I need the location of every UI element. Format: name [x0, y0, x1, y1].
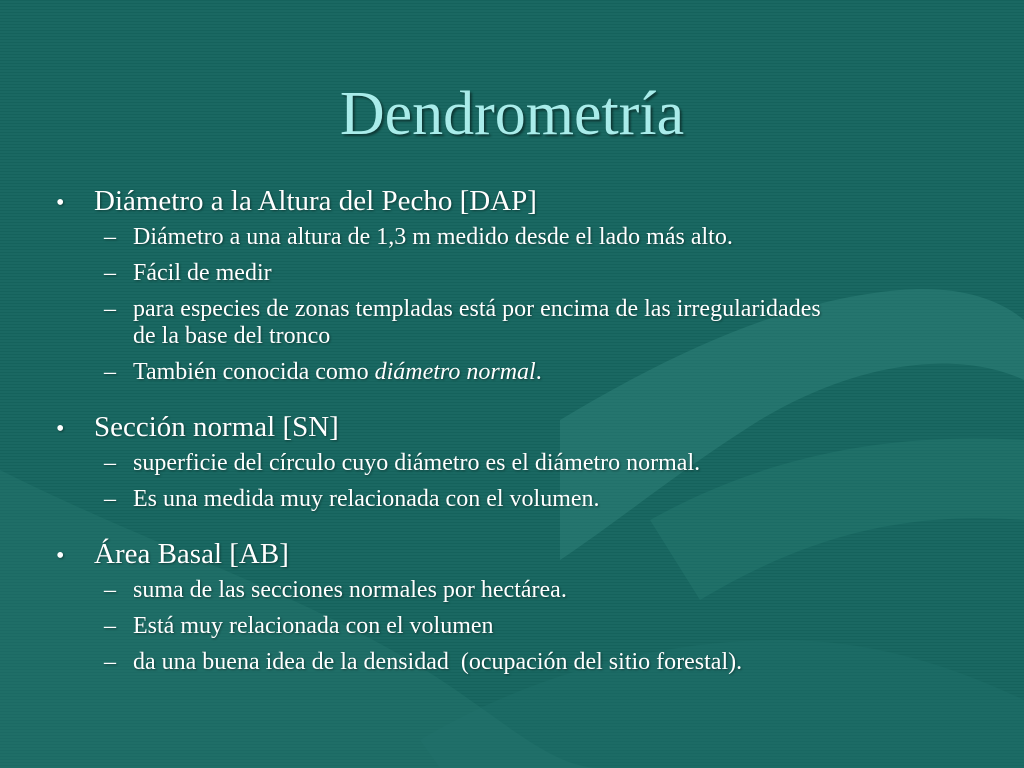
sub-list	[56, 577, 986, 676]
sub-bullet-text-end: .	[535, 359, 542, 385]
main-bullet-text: Área Basal [AB]	[94, 538, 289, 570]
section-ab	[56, 535, 986, 676]
main-bullet	[56, 535, 986, 575]
sub-bullet	[104, 577, 986, 604]
sub-bullet	[104, 649, 986, 676]
bullet-dot-icon: •	[56, 543, 65, 569]
dash-icon: –	[104, 260, 116, 286]
sub-bullet-text: para especies de zonas templadas está por encima de las irregularidades de la base del tronco	[133, 296, 821, 349]
sub-bullet-text	[133, 359, 542, 386]
sub-bullet	[104, 359, 986, 386]
sub-bullet-text: superficie del círculo cuyo diámetro es el diámetro normal.	[133, 450, 701, 476]
emphasized-term: diámetro normal	[374, 359, 536, 385]
sub-bullet	[104, 224, 986, 251]
dash-icon: –	[104, 613, 116, 639]
sub-bullet-text: Fácil de medir	[133, 260, 272, 286]
sub-bullet-text-start: También conocida como	[133, 359, 375, 385]
dash-icon: –	[104, 577, 116, 603]
sub-bullet	[104, 260, 986, 287]
bullet-dot-icon: •	[56, 416, 65, 442]
sub-list	[56, 224, 986, 386]
dash-icon: –	[104, 296, 116, 322]
slide-title: Dendrometría	[339, 80, 685, 148]
sub-bullet-text: da una buena idea de la densidad (ocupación del sitio forestal).	[133, 649, 743, 675]
main-bullet	[56, 182, 986, 222]
dash-icon: –	[104, 359, 116, 385]
dash-icon: –	[104, 450, 116, 476]
main-bullet-text: Diámetro a la Altura del Pecho [DAP]	[94, 185, 537, 217]
dash-icon: –	[104, 486, 116, 512]
dash-icon: –	[104, 224, 116, 250]
bullet-list	[56, 182, 986, 698]
dash-icon: –	[104, 649, 116, 675]
sub-bullet	[104, 296, 986, 350]
sub-bullet-text: Está muy relacionada con el volumen	[133, 613, 494, 639]
main-bullet	[56, 408, 986, 448]
sub-bullet	[104, 613, 986, 640]
main-bullet-text: Sección normal [SN]	[94, 411, 339, 443]
sub-list	[56, 450, 986, 513]
sub-bullet	[104, 450, 986, 477]
sub-bullet	[104, 486, 986, 513]
sub-bullet-text: Diámetro a una altura de 1,3 m medido desde el lado más alto.	[133, 224, 733, 250]
sub-bullet-text: suma de las secciones normales por hectárea.	[133, 577, 567, 603]
sub-bullet-text: Es una medida muy relacionada con el volumen.	[133, 486, 600, 512]
bullet-dot-icon: •	[56, 190, 65, 216]
section-dap	[56, 182, 986, 386]
section-sn	[56, 408, 986, 513]
